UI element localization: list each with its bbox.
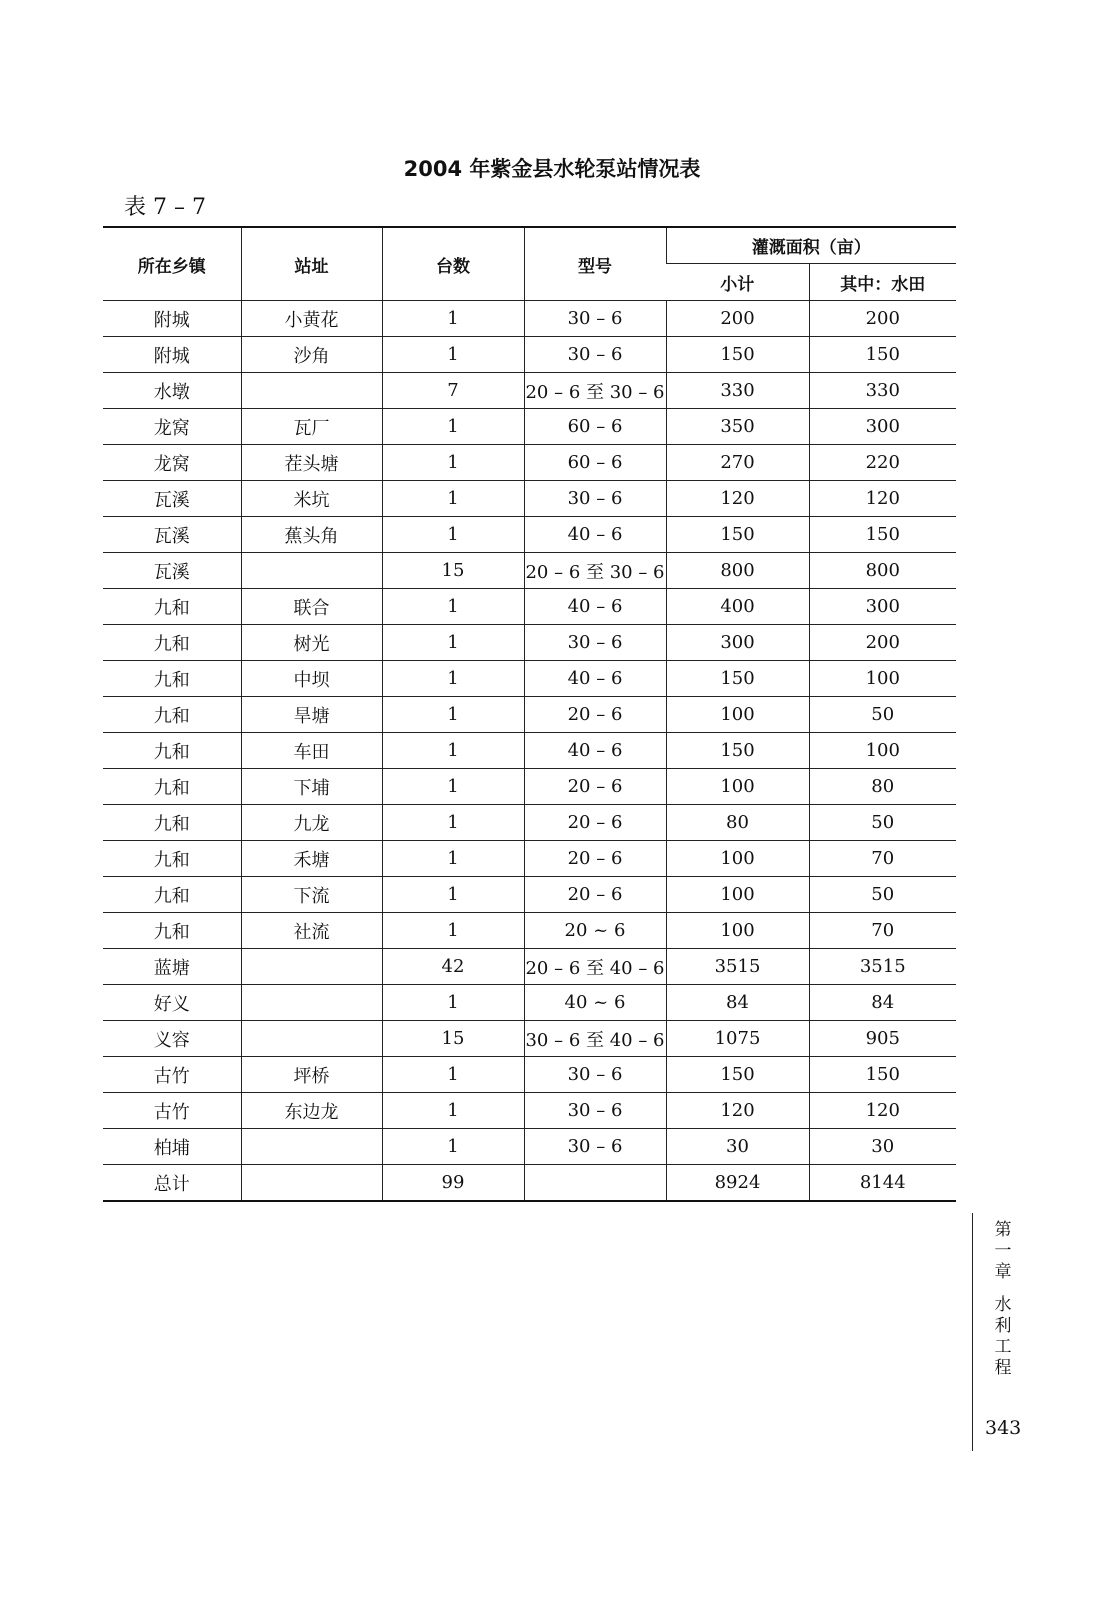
cell-subtotal: 3515	[666, 949, 809, 985]
cell-site: 九龙	[241, 805, 382, 841]
cell-site	[241, 553, 382, 589]
cell-paddy: 150	[809, 337, 956, 373]
cell-subtotal: 330	[666, 373, 809, 409]
cell-subtotal: 800	[666, 553, 809, 589]
cell-subtotal: 100	[666, 697, 809, 733]
header-irrigation-area: 灌溉面积（亩）	[666, 227, 956, 264]
cell-township: 附城	[103, 337, 241, 373]
cell-count: 1	[382, 1093, 524, 1129]
header-count: 台数	[382, 227, 524, 301]
table-row	[103, 1093, 956, 1129]
cell-subtotal: 350	[666, 409, 809, 445]
cell-subtotal: 100	[666, 841, 809, 877]
cell-site: 东边龙	[241, 1093, 382, 1129]
table-row	[103, 481, 956, 517]
cell-model: 30 – 6	[524, 1057, 666, 1093]
table-row	[103, 949, 956, 985]
cell-subtotal: 8924	[666, 1165, 809, 1202]
cell-model: 20 – 6 至 30 – 6	[524, 373, 666, 409]
cell-count: 1	[382, 913, 524, 949]
cell-model: 20 – 6	[524, 769, 666, 805]
cell-township: 九和	[103, 661, 241, 697]
cell-count: 1	[382, 481, 524, 517]
cell-township: 好义	[103, 985, 241, 1021]
cell-model: 30 – 6	[524, 337, 666, 373]
table-row	[103, 337, 956, 373]
cell-site	[241, 1129, 382, 1165]
cell-township: 龙窝	[103, 409, 241, 445]
cell-township: 瓦溪	[103, 517, 241, 553]
cell-site: 下流	[241, 877, 382, 913]
cell-subtotal: 1075	[666, 1021, 809, 1057]
cell-subtotal: 84	[666, 985, 809, 1021]
cell-township: 古竹	[103, 1057, 241, 1093]
cell-site	[241, 373, 382, 409]
cell-model	[524, 1165, 666, 1202]
table-row	[103, 697, 956, 733]
table-row	[103, 1129, 956, 1165]
cell-site	[241, 985, 382, 1021]
cell-township: 九和	[103, 625, 241, 661]
cell-count: 1	[382, 985, 524, 1021]
section-label: 水利工程	[994, 1295, 1012, 1378]
cell-model: 30 – 6 至 40 – 6	[524, 1021, 666, 1057]
cell-township: 九和	[103, 733, 241, 769]
cell-count: 1	[382, 625, 524, 661]
header-site: 站址	[241, 227, 382, 301]
header-model: 型号	[524, 227, 666, 301]
cell-site: 车田	[241, 733, 382, 769]
cell-count: 1	[382, 733, 524, 769]
table-row	[103, 769, 956, 805]
cell-subtotal: 150	[666, 517, 809, 553]
table-row	[103, 733, 956, 769]
table-row	[103, 913, 956, 949]
cell-count: 1	[382, 589, 524, 625]
cell-subtotal: 200	[666, 301, 809, 337]
cell-paddy: 3515	[809, 949, 956, 985]
cell-township: 九和	[103, 697, 241, 733]
cell-township: 水墩	[103, 373, 241, 409]
cell-township: 龙窝	[103, 445, 241, 481]
cell-paddy: 150	[809, 1057, 956, 1093]
cell-site: 小黄花	[241, 301, 382, 337]
cell-township: 蓝塘	[103, 949, 241, 985]
cell-site: 下埔	[241, 769, 382, 805]
table-row	[103, 301, 956, 337]
cell-site: 社流	[241, 913, 382, 949]
cell-township: 九和	[103, 769, 241, 805]
cell-site: 瓦厂	[241, 409, 382, 445]
table-row	[103, 445, 956, 481]
cell-site: 蕉头角	[241, 517, 382, 553]
cell-subtotal: 30	[666, 1129, 809, 1165]
cell-paddy: 200	[809, 625, 956, 661]
header-township: 所在乡镇	[103, 227, 241, 301]
cell-paddy: 70	[809, 841, 956, 877]
table-row	[103, 1165, 956, 1202]
cell-subtotal: 100	[666, 913, 809, 949]
cell-township: 古竹	[103, 1093, 241, 1129]
cell-subtotal: 150	[666, 661, 809, 697]
cell-subtotal: 100	[666, 877, 809, 913]
cell-paddy: 300	[809, 409, 956, 445]
cell-paddy: 100	[809, 661, 956, 697]
cell-site: 旱塘	[241, 697, 382, 733]
cell-count: 1	[382, 517, 524, 553]
cell-count: 1	[382, 661, 524, 697]
cell-site	[241, 1165, 382, 1202]
cell-model: 20 – 6 至 40 – 6	[524, 949, 666, 985]
cell-subtotal: 300	[666, 625, 809, 661]
cell-paddy: 800	[809, 553, 956, 589]
cell-count: 1	[382, 445, 524, 481]
cell-count: 42	[382, 949, 524, 985]
cell-count: 1	[382, 1057, 524, 1093]
cell-subtotal: 150	[666, 337, 809, 373]
cell-site: 联合	[241, 589, 382, 625]
cell-model: 40 – 6	[524, 589, 666, 625]
chapter-label: 第一章	[994, 1220, 1012, 1282]
cell-subtotal: 120	[666, 481, 809, 517]
header-of-which-paddy: 其中：水田	[809, 264, 956, 301]
cell-subtotal: 100	[666, 769, 809, 805]
cell-paddy: 200	[809, 301, 956, 337]
cell-model: 40 – 6	[524, 733, 666, 769]
cell-site	[241, 1021, 382, 1057]
page-number: 343	[985, 1417, 1022, 1439]
cell-township: 总计	[103, 1165, 241, 1202]
cell-township: 九和	[103, 805, 241, 841]
cell-paddy: 120	[809, 1093, 956, 1129]
cell-township: 九和	[103, 913, 241, 949]
cell-paddy: 905	[809, 1021, 956, 1057]
cell-site: 米坑	[241, 481, 382, 517]
cell-model: 40 – 6	[524, 517, 666, 553]
cell-paddy: 70	[809, 913, 956, 949]
table-row	[103, 1021, 956, 1057]
cell-count: 1	[382, 805, 524, 841]
cell-model: 30 – 6	[524, 1093, 666, 1129]
cell-township: 附城	[103, 301, 241, 337]
cell-model: 40 ~ 6	[524, 985, 666, 1021]
cell-model: 20 – 6	[524, 697, 666, 733]
table-row	[103, 985, 956, 1021]
cell-paddy: 120	[809, 481, 956, 517]
cell-count: 1	[382, 877, 524, 913]
cell-subtotal: 150	[666, 733, 809, 769]
cell-township: 瓦溪	[103, 553, 241, 589]
cell-paddy: 30	[809, 1129, 956, 1165]
cell-township: 柏埔	[103, 1129, 241, 1165]
cell-site: 中坝	[241, 661, 382, 697]
table-row	[103, 841, 956, 877]
cell-paddy: 300	[809, 589, 956, 625]
cell-model: 30 – 6	[524, 301, 666, 337]
header-subtotal: 小计	[666, 264, 809, 301]
cell-site: 禾塘	[241, 841, 382, 877]
cell-model: 60 – 6	[524, 409, 666, 445]
cell-paddy: 8144	[809, 1165, 956, 1202]
cell-model: 20 ~ 6	[524, 913, 666, 949]
cell-paddy: 50	[809, 805, 956, 841]
cell-count: 1	[382, 1129, 524, 1165]
cell-paddy: 80	[809, 769, 956, 805]
cell-township: 义容	[103, 1021, 241, 1057]
cell-township: 九和	[103, 877, 241, 913]
cell-count: 1	[382, 337, 524, 373]
cell-township: 瓦溪	[103, 481, 241, 517]
cell-count: 15	[382, 553, 524, 589]
table-row	[103, 409, 956, 445]
cell-subtotal: 150	[666, 1057, 809, 1093]
cell-paddy: 84	[809, 985, 956, 1021]
table-number-label: 表 7 – 7	[124, 195, 206, 220]
table-body	[103, 301, 956, 1202]
cell-model: 60 – 6	[524, 445, 666, 481]
cell-subtotal: 270	[666, 445, 809, 481]
cell-count: 7	[382, 373, 524, 409]
cell-paddy: 100	[809, 733, 956, 769]
cell-count: 1	[382, 409, 524, 445]
cell-model: 20 – 6	[524, 805, 666, 841]
cell-count: 99	[382, 1165, 524, 1202]
table-row	[103, 1057, 956, 1093]
cell-subtotal: 400	[666, 589, 809, 625]
cell-paddy: 220	[809, 445, 956, 481]
table-row	[103, 589, 956, 625]
cell-count: 1	[382, 769, 524, 805]
margin-rule	[972, 1213, 973, 1451]
table-row	[103, 373, 956, 409]
cell-model: 20 – 6	[524, 877, 666, 913]
cell-site	[241, 949, 382, 985]
cell-count: 1	[382, 841, 524, 877]
cell-subtotal: 80	[666, 805, 809, 841]
cell-model: 30 – 6	[524, 481, 666, 517]
cell-site: 坪桥	[241, 1057, 382, 1093]
cell-paddy: 330	[809, 373, 956, 409]
cell-model: 20 – 6 至 30 – 6	[524, 553, 666, 589]
cell-paddy: 50	[809, 877, 956, 913]
cell-site: 树光	[241, 625, 382, 661]
table-row	[103, 805, 956, 841]
cell-model: 30 – 6	[524, 1129, 666, 1165]
cell-model: 30 – 6	[524, 625, 666, 661]
cell-paddy: 50	[809, 697, 956, 733]
table-row	[103, 517, 956, 553]
cell-site: 茬头塘	[241, 445, 382, 481]
table-row	[103, 553, 956, 589]
cell-count: 1	[382, 697, 524, 733]
chapter-marker	[990, 1220, 1016, 1379]
table-title: 2004 年紫金县水轮泵站情况表	[403, 157, 701, 181]
cell-model: 40 – 6	[524, 661, 666, 697]
table-row	[103, 661, 956, 697]
cell-model: 20 – 6	[524, 841, 666, 877]
cell-subtotal: 120	[666, 1093, 809, 1129]
pump-station-table	[103, 226, 956, 1202]
cell-township: 九和	[103, 841, 241, 877]
cell-count: 1	[382, 301, 524, 337]
cell-count: 15	[382, 1021, 524, 1057]
cell-township: 九和	[103, 589, 241, 625]
cell-paddy: 150	[809, 517, 956, 553]
table-row	[103, 877, 956, 913]
cell-site: 沙角	[241, 337, 382, 373]
table-row	[103, 625, 956, 661]
